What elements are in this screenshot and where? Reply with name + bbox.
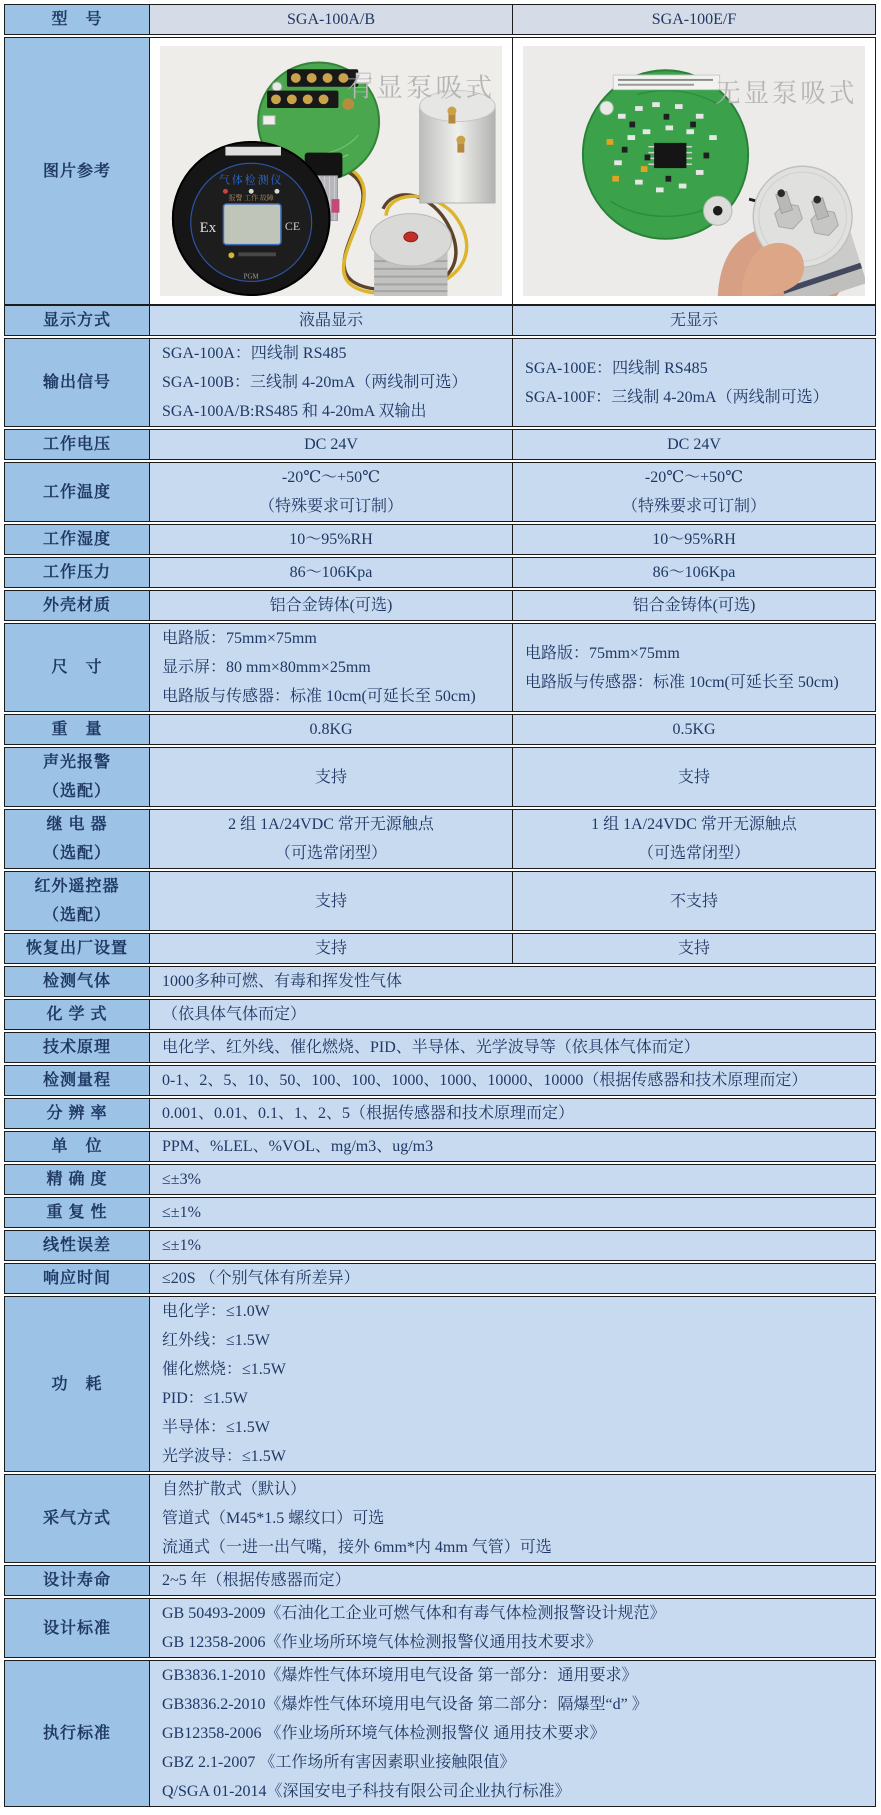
lcd-brand-text: 气体检测仪: [219, 174, 284, 187]
row-label: [4, 1230, 150, 1261]
row-value-line: 显示屏：80 mm×80mm×25mm: [162, 659, 371, 676]
row-value-right: [513, 871, 876, 931]
row-value-line: 0.001、0.01、0.1、1、2、5（根据传感器和技术原理而定）: [162, 1105, 575, 1122]
row-value-line: 电路版与传感器：标准 10cm(可延长至 50cm): [162, 688, 476, 705]
spec-row: [4, 1474, 876, 1563]
header-model-a-text: SGA-100A/B: [286, 11, 375, 28]
pgm-label: PGM: [243, 273, 259, 281]
row-value-line: 自然扩散式（默认）: [162, 1481, 307, 1498]
row-value-line: 半导体：≤1.5W: [162, 1419, 270, 1436]
spec-row: [4, 429, 876, 460]
lcd-screen: [223, 204, 280, 245]
spec-row: [4, 305, 876, 336]
row-value-left: [150, 809, 513, 869]
row-value-line: 1 组 1A/24VDC 常开无源触点: [591, 816, 797, 833]
work-led: [249, 189, 254, 194]
row-value-line: 电路版与传感器：标准 10cm(可延长至 50cm): [525, 673, 839, 691]
row-value-span: [150, 1131, 876, 1162]
row-label-line: （选配）: [42, 845, 111, 862]
pcb-label-sticker: [613, 75, 719, 90]
row-label-line: 外壳材质: [42, 597, 111, 614]
ce-mark: CE: [284, 220, 301, 234]
row-value-left: [150, 305, 513, 336]
row-value-left: [150, 429, 513, 460]
header-model-label-text: 型 号: [51, 11, 103, 28]
row-label-line: 恢复出厂设置: [25, 940, 128, 957]
gas-detector-head: [172, 141, 331, 296]
row-value-line: （可选常闭型）: [274, 845, 387, 862]
row-value-span: [150, 1296, 876, 1472]
row-label-line: 响应时间: [42, 1270, 111, 1287]
spec-row: [4, 999, 876, 1030]
row-value-span: [150, 1197, 876, 1228]
detector-top-label: [225, 147, 281, 156]
row-value-right: [513, 557, 876, 588]
row-label-line: 单 位: [51, 1138, 103, 1155]
row-value-left: [150, 933, 513, 964]
row-value-left: [150, 524, 513, 555]
row-value-line: 86～106Kpa: [652, 564, 736, 581]
product-photo-b-image: [523, 46, 865, 296]
row-value-line: 红外线：≤1.5W: [162, 1332, 270, 1349]
spec-row: [4, 714, 876, 745]
row-label: [4, 1197, 150, 1228]
header-model-b-text: SGA-100E/F: [651, 11, 737, 28]
row-label: [4, 1660, 150, 1807]
row-value-left: [150, 747, 513, 807]
row-label: [4, 714, 150, 745]
row-label-line: 检测量程: [42, 1072, 111, 1089]
main-ic: [654, 143, 686, 168]
row-value-line: 电路版：75mm×75mm: [162, 630, 317, 647]
header-model-b: [513, 4, 876, 35]
spec-row: [4, 1032, 876, 1063]
row-value-right: [513, 524, 876, 555]
row-value-span: [150, 966, 876, 997]
product-photo-b: [513, 37, 876, 305]
row-value-line: GB 50493-2009《石油化工企业可燃气体和有毒气体检测报警设计规范》: [162, 1605, 666, 1622]
photo-row-label-text: 图片参考: [42, 162, 111, 180]
spec-row: [4, 1098, 876, 1129]
row-label-line: 功 耗: [51, 1375, 103, 1393]
row-label-line: 设计寿命: [42, 1572, 111, 1589]
row-value-line: PPM、%LEL、%VOL、mg/m3、ug/m3: [162, 1138, 434, 1155]
spec-rows-container: [4, 305, 876, 1807]
ex-mark: Ex: [199, 220, 217, 237]
row-value-line: 铝合金铸体(可选): [632, 597, 756, 614]
row-value-left: [150, 557, 513, 588]
spec-row: [4, 1660, 876, 1807]
row-value-line: 支持: [314, 768, 347, 786]
spec-row: [4, 1131, 876, 1162]
spec-row: [4, 462, 876, 522]
spec-row: [4, 338, 876, 427]
row-label-line: 红外遥控器: [34, 878, 120, 895]
photo-a-watermark: 有显泵吸式: [346, 72, 496, 103]
row-value-line: SGA-100A/B:RS485 和 4-20mA 双输出: [162, 403, 427, 420]
row-value-right: [513, 809, 876, 869]
spec-row: [4, 1065, 876, 1096]
row-value-right: [513, 305, 876, 336]
row-value-line: 2 组 1A/24VDC 常开无源触点: [228, 816, 434, 833]
row-value-span: [150, 1065, 876, 1096]
spec-row: [4, 809, 876, 869]
row-value-right: [513, 590, 876, 621]
header-row: [4, 4, 876, 35]
row-value-left: [150, 590, 513, 621]
row-label: [4, 747, 150, 807]
sensor-cylinder-a: [370, 214, 451, 296]
row-value-line: SGA-100E：四线制 RS485: [525, 359, 708, 377]
row-label: [4, 871, 150, 931]
row-label: [4, 557, 150, 588]
row-label: [4, 1598, 150, 1658]
row-label: [4, 999, 150, 1030]
row-label: [4, 623, 150, 712]
row-value-line: GB3836.2-2010《爆炸性气体环境用电气设备 第二部分：隔爆型“d” 》: [162, 1696, 648, 1713]
row-label: [4, 524, 150, 555]
row-label: [4, 966, 150, 997]
row-label-line: 技术原理: [42, 1039, 111, 1056]
row-label-line: 输出信号: [42, 374, 111, 391]
row-value-line: DC 24V: [667, 436, 721, 453]
spec-row: [4, 1296, 876, 1472]
row-value-line: 0.5KG: [672, 721, 716, 738]
row-label-line: 化 学 式: [46, 1006, 108, 1023]
photo-b-watermark: 无显泵吸式: [714, 78, 858, 109]
row-label-line: 尺 寸: [51, 659, 103, 676]
row-value-line: （特殊要求可订制）: [621, 498, 766, 515]
header-model-label: [4, 4, 150, 35]
row-value-left: [150, 871, 513, 931]
row-label: [4, 1474, 150, 1563]
row-label: [4, 462, 150, 522]
row-value-line: 无显示: [669, 312, 718, 329]
row-value-line: GB12358-2006 《作业场所环境气体检测报警仪 通用技术要求》: [162, 1725, 606, 1742]
row-value-span: [150, 1598, 876, 1658]
row-value-line: 86～106Kpa: [289, 564, 373, 581]
row-value-left: [150, 714, 513, 745]
row-label-line: 继 电 器: [46, 816, 108, 833]
row-value-line: ≤±3%: [162, 1171, 201, 1188]
led-labels-text: 报警 工作 故障: [228, 195, 274, 203]
fault-led: [274, 189, 279, 194]
row-value-span: [150, 1474, 876, 1563]
row-value-line: 10～95%RH: [652, 531, 736, 548]
row-value-right: [513, 933, 876, 964]
row-label-line: 执行标准: [42, 1725, 111, 1742]
row-value-line: 管道式（M45*1.5 螺纹口）可选: [162, 1510, 385, 1527]
row-value-line: 1000多种可燃、有毒和挥发性气体: [162, 973, 403, 990]
row-label-line: （选配）: [42, 783, 111, 800]
row-label: [4, 590, 150, 621]
row-value-line: DC 24V: [304, 436, 358, 453]
row-label: [4, 1164, 150, 1195]
row-value-right: [513, 747, 876, 807]
row-value-line: 10～95%RH: [289, 531, 373, 548]
row-label-line: 工作湿度: [42, 531, 111, 548]
row-value-span: [150, 1660, 876, 1807]
row-label: [4, 809, 150, 869]
row-value-line: （依具体气体而定）: [162, 1006, 307, 1023]
row-label: [4, 1065, 150, 1096]
row-value-span: [150, 1263, 876, 1294]
row-value-left: [150, 462, 513, 522]
sensor-red-dot: [404, 232, 418, 242]
spec-row: [4, 557, 876, 588]
row-label-line: 精 确 度: [46, 1171, 108, 1188]
row-value-line: 2~5 年（根据传感器而定）: [162, 1572, 351, 1589]
photo-row-label: [4, 37, 150, 305]
row-label-line: 重 量: [51, 721, 103, 738]
alarm-led: [223, 189, 228, 194]
row-label-line: 声光报警: [42, 754, 111, 771]
row-label-line: 重 复 性: [46, 1204, 108, 1221]
spec-row: [4, 623, 876, 712]
row-value-line: 流通式（一进一出气嘴，接外 6mm*内 4mm 气管）可选: [162, 1539, 552, 1556]
row-value-line: （可选常闭型）: [637, 845, 750, 862]
row-label-line: 分 辨 率: [46, 1105, 108, 1122]
row-value-line: 光学波导：≤1.5W: [162, 1448, 286, 1465]
row-value-span: [150, 999, 876, 1030]
header-model-a: [150, 4, 513, 35]
spec-row: [4, 1598, 876, 1658]
row-value-line: Q/SGA 01-2014《深国安电子科技有限公司企业执行标准》: [162, 1783, 571, 1800]
row-value-line: （特殊要求可订制）: [258, 498, 403, 515]
row-label-line: 采气方式: [42, 1510, 111, 1527]
row-label-line: 工作电压: [42, 436, 111, 453]
row-value-line: ≤20S （个别气体有所差异）: [162, 1270, 360, 1287]
row-label-line: 显示方式: [42, 312, 111, 329]
row-value-line: 支持: [314, 940, 347, 957]
row-value-line: 电路版：75mm×75mm: [525, 644, 680, 662]
row-label-line: 工作压力: [42, 564, 111, 581]
row-value-line: 电化学：≤1.0W: [162, 1303, 270, 1320]
spec-row: [4, 1164, 876, 1195]
row-label: [4, 1296, 150, 1472]
row-value-line: SGA-100F：三线制 4-20mA（两线制可选）: [525, 388, 829, 406]
spec-row: [4, 1197, 876, 1228]
row-value-right: [513, 462, 876, 522]
row-value-line: ≤±1%: [162, 1204, 201, 1221]
row-value-span: [150, 1098, 876, 1129]
row-value-line: ≤±1%: [162, 1237, 201, 1254]
product-photo-a-image: [160, 46, 502, 296]
spec-row: [4, 1230, 876, 1261]
row-label: [4, 1032, 150, 1063]
spec-row: [4, 1565, 876, 1596]
row-label-line: （选配）: [42, 907, 111, 924]
row-value-right: [513, 429, 876, 460]
row-value-span: [150, 1032, 876, 1063]
row-value-line: GBZ 2.1-2007 《工作场所有害因素职业接触限值》: [162, 1754, 516, 1771]
pump-cylinder: [420, 91, 495, 203]
row-value-right: [513, 338, 876, 427]
row-label: [4, 1098, 150, 1129]
row-label: [4, 933, 150, 964]
row-value-line: -20℃～+50℃: [644, 469, 744, 486]
row-value-line: 支持: [677, 768, 710, 786]
spec-row: [4, 871, 876, 931]
row-value-line: SGA-100A：四线制 RS485: [162, 345, 347, 362]
spec-table: [4, 4, 876, 1807]
row-value-line: 不支持: [669, 892, 718, 910]
product-photo-a: [150, 37, 513, 305]
row-value-line: -20℃～+50℃: [281, 469, 381, 486]
row-value-line: 0.8KG: [309, 721, 353, 738]
row-value-line: 液晶显示: [298, 312, 363, 329]
row-value-line: 0-1、2、5、10、50、100、100、1000、1000、10000、10000（根据传感器和技术原理而定）: [162, 1072, 808, 1089]
row-value-line: 催化燃烧：≤1.5W: [162, 1361, 286, 1378]
row-value-span: [150, 1565, 876, 1596]
row-value-line: 电化学、红外线、催化燃烧、PID、半导体、光学波导等（依具体气体而定）: [162, 1039, 700, 1056]
row-label: [4, 429, 150, 460]
row-label-line: 线性误差: [42, 1237, 111, 1254]
spec-row: [4, 524, 876, 555]
row-value-span: [150, 1164, 876, 1195]
row-label-line: 检测气体: [42, 973, 111, 990]
row-value-span: [150, 1230, 876, 1261]
row-value-line: GB3836.1-2010《爆炸性气体环境用电气设备 第一部分：通用要求》: [162, 1667, 638, 1684]
row-value-line: SGA-100B：三线制 4-20mA（两线制可选）: [162, 374, 468, 391]
spec-row: [4, 1263, 876, 1294]
row-label: [4, 305, 150, 336]
spec-row: [4, 966, 876, 997]
row-value-line: 支持: [314, 892, 347, 910]
row-value-left: [150, 338, 513, 427]
row-label: [4, 1131, 150, 1162]
spec-row: [4, 747, 876, 807]
row-value-right: [513, 623, 876, 712]
row-label-line: 设计标准: [42, 1619, 111, 1637]
row-value-line: 支持: [677, 940, 710, 957]
spec-row: [4, 933, 876, 964]
row-label: [4, 1263, 150, 1294]
row-label: [4, 1565, 150, 1596]
row-value-left: [150, 623, 513, 712]
photo-row: [4, 37, 876, 305]
row-value-line: 铝合金铸体(可选): [269, 597, 393, 614]
row-value-right: [513, 714, 876, 745]
row-label: [4, 338, 150, 427]
row-value-line: GB 12358-2006《作业场所环境气体检测报警仪通用技术要求》: [162, 1634, 602, 1651]
spec-row: [4, 590, 876, 621]
row-label-line: 工作温度: [42, 483, 111, 501]
row-value-line: PID：≤1.5W: [162, 1390, 248, 1407]
